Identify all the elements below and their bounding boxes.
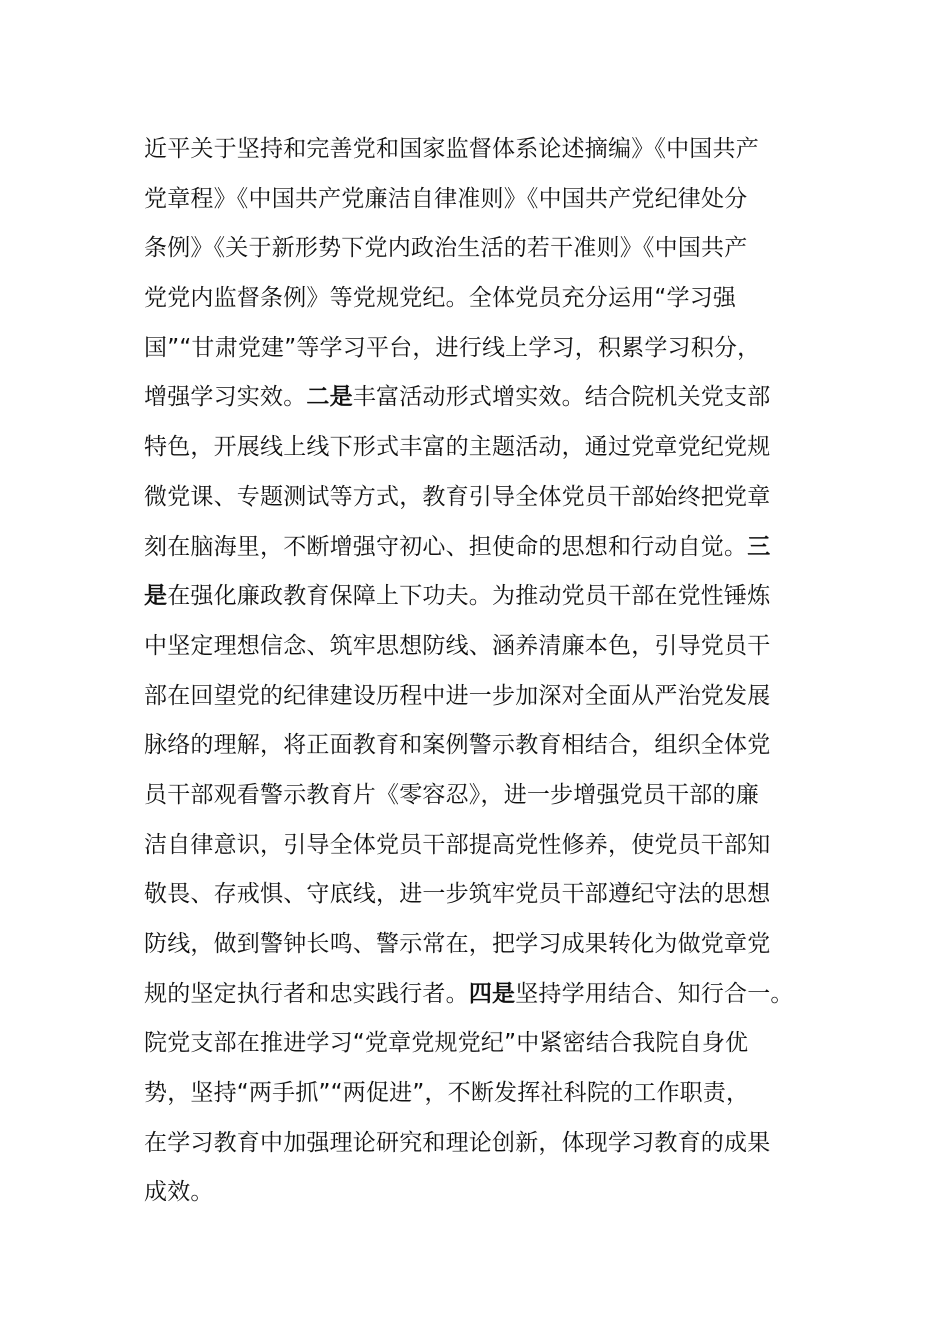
bold-enumeration: 四是: [468, 980, 516, 1007]
text-run: 员干部观看警示教育片《零容忍》，进一步增强党员干部的廉: [144, 781, 759, 808]
text-line: [144, 870, 814, 920]
text-line: [144, 721, 814, 771]
text-run: 微党课、专题测试等方式，教育引导全体党员干部始终把党章: [144, 483, 771, 510]
text-line: [144, 523, 814, 573]
text-run: 在强化廉政教育保障上下功夫。为推动党员干部在党性锤炼: [167, 583, 771, 610]
text-line: [144, 224, 814, 274]
text-run: 增强学习实效。: [144, 384, 307, 411]
text-run: 坚持学用结合、知行合一。: [515, 980, 794, 1007]
text-run: 刻在脑海里，不断增强守初心、担使命的思想和行动自觉。: [144, 533, 748, 560]
text-run: 成效。: [144, 1179, 214, 1206]
text-line: [144, 473, 814, 523]
text-line: [144, 1019, 814, 1069]
text-run: 部在回望党的纪律建设历程中进一步加深对全面从严治党发展: [144, 682, 771, 709]
text-run: 党党内监督条例》等党规党纪。全体党员充分运用“学习强: [144, 285, 737, 312]
text-run: 国”“甘肃党建”等学习平台，进行线上学习，积累学习积分，: [144, 334, 761, 361]
text-line: [144, 423, 814, 473]
text-run: 势，坚持“两手抓”“两促进”，不断发挥社科院的工作职责，: [144, 1080, 750, 1107]
bold-enumeration: 三: [747, 533, 771, 560]
body-paragraph: [144, 125, 814, 1218]
text-line: [144, 970, 814, 1020]
text-run: 规的坚定执行者和忠实践行者。: [144, 980, 469, 1007]
bold-enumeration: 是: [144, 583, 168, 610]
text-run: 防线，做到警钟长鸣、警示常在，把学习成果转化为做党章党: [144, 931, 771, 957]
text-run: 洁自律意识，引导全体党员干部提高党性修养，使党员干部知: [144, 831, 771, 858]
text-line: [144, 920, 814, 970]
text-run: 党章程》《中国共产党廉洁自律准则》《中国共产党纪律处分: [144, 185, 748, 212]
text-run: 近平关于坚持和完善党和国家监督体系论述摘编》《中国共产: [144, 136, 759, 162]
text-line: [144, 672, 814, 722]
text-line: [144, 175, 814, 225]
text-line: [144, 771, 814, 821]
text-run: 丰富活动形式增实效。结合院机关党支部: [352, 384, 771, 411]
text-line: [144, 622, 814, 672]
text-run: 敬畏、存戒惧、守底线，进一步筑牢党员干部遵纪守法的思想: [144, 881, 771, 908]
text-line: [144, 125, 814, 175]
text-line: [144, 572, 814, 622]
text-line: [144, 1168, 814, 1218]
text-run: 条例》《关于新形势下党内政治生活的若干准则》《中国共产: [144, 235, 748, 262]
text-line: [144, 821, 814, 871]
text-run: 脉络的理解，将正面教育和案例警示教育相结合，组织全体党: [144, 732, 771, 759]
text-run: 在学习教育中加强理论研究和理论创新，体现学习教育的成果: [144, 1129, 771, 1156]
bold-enumeration: 二是: [306, 384, 353, 411]
text-line: [144, 1069, 814, 1119]
text-line: [144, 274, 814, 324]
text-run: 院党支部在推进学习“党章党规党纪”中紧密结合我院自身优: [144, 1030, 749, 1057]
text-line: [144, 1119, 814, 1169]
text-run: 特色，开展线上线下形式丰富的主题活动，通过党章党纪党规: [144, 434, 771, 461]
text-line: [144, 373, 814, 423]
text-run: 中坚定理想信念、筑牢思想防线、涵养清廉本色，引导党员干: [144, 632, 771, 659]
text-line: [144, 324, 814, 374]
